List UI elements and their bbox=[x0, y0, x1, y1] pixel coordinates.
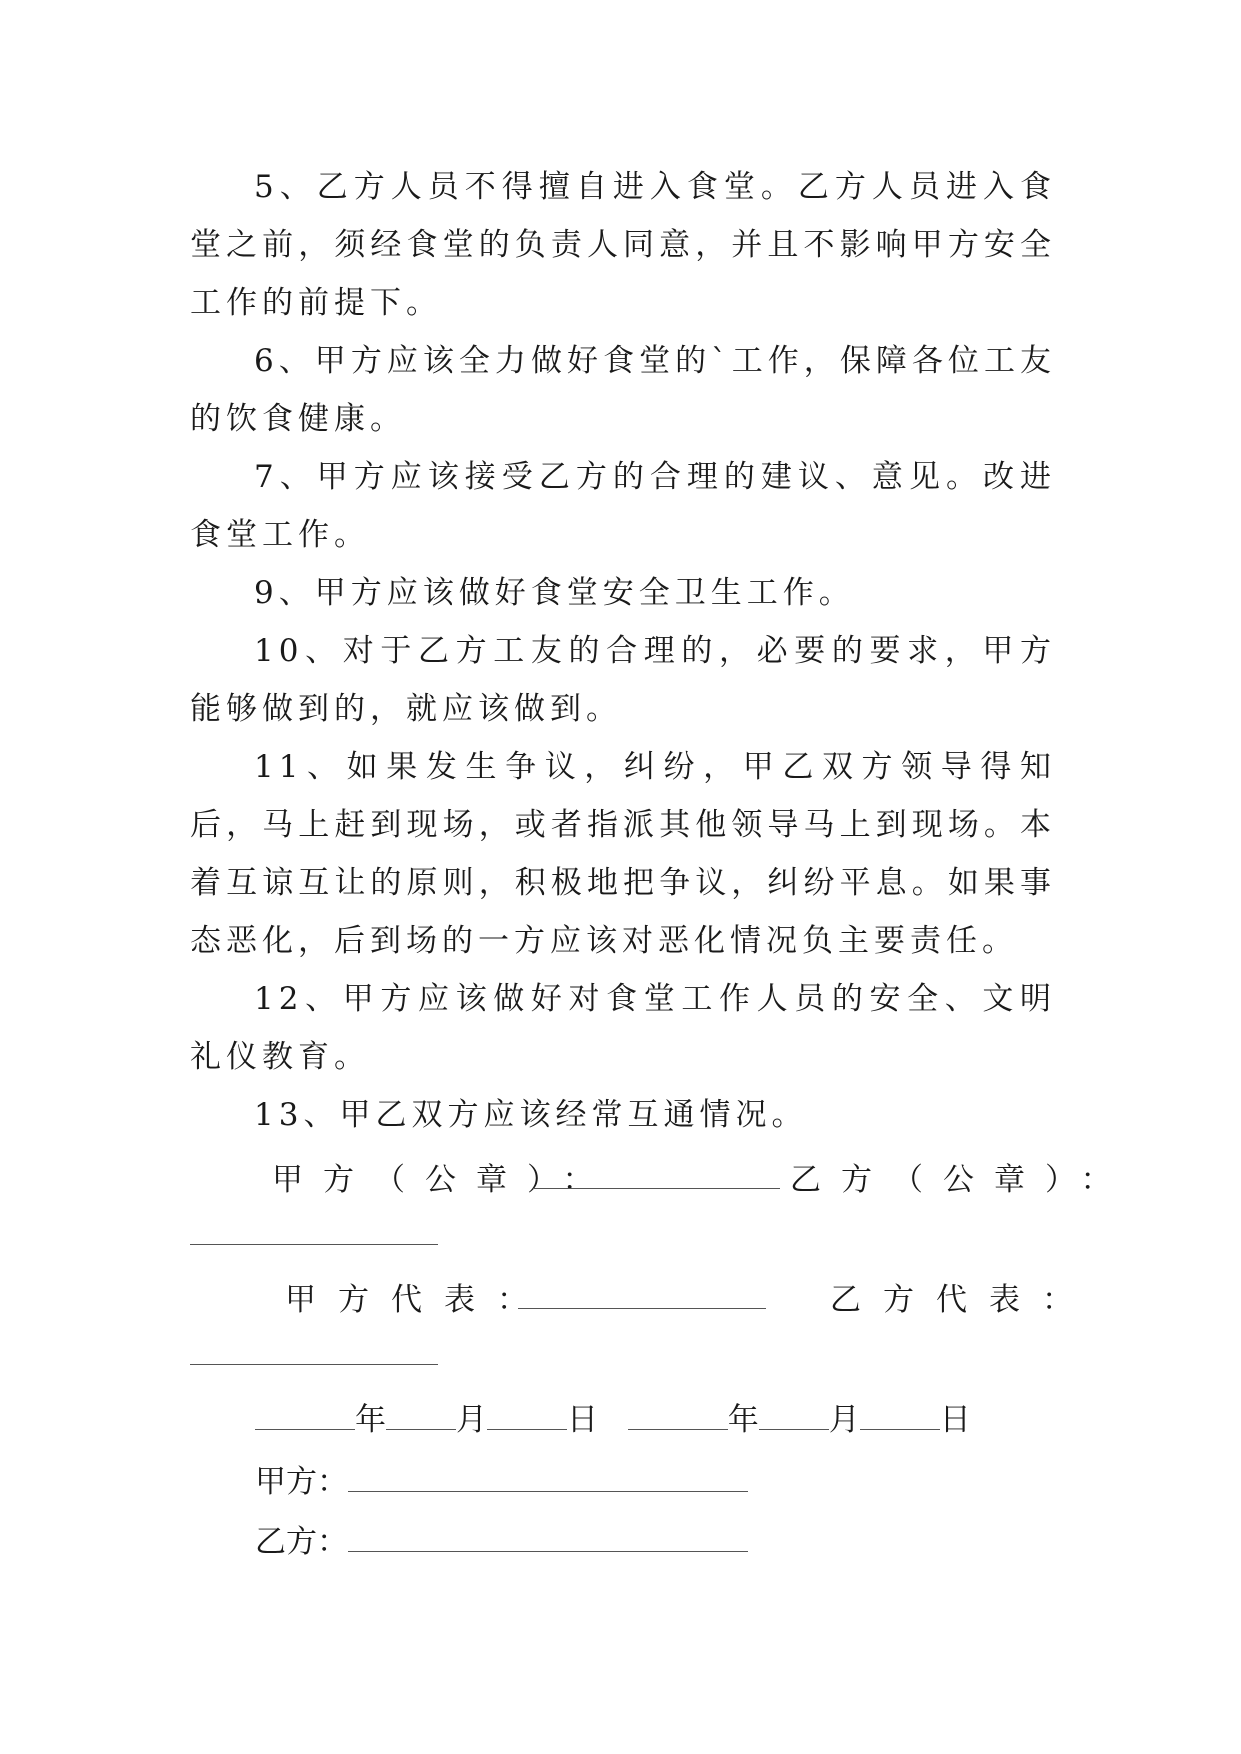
clause-7: 7、甲方应该接受乙方的合理的建议、意见。改进食堂工作。 bbox=[190, 459, 1056, 553]
clause-11: 11、如果发生争议，纠纷，甲乙双方领导得知后，马上赶到现场，或者指派其他领导马上到现场。本着互谅互让的原则，积极地把争议，纠纷平息。如果事态恶化，后到场的一方应该对恶化情况负主要责任。 bbox=[190, 749, 1056, 959]
party-a-seal-row bbox=[272, 1160, 614, 1200]
clause-5: 5、乙方人员不得擅自进入食堂。乙方人员进入食堂之前，须经食堂的负责人同意，并且不影响甲方安全工作的前提下。 bbox=[190, 169, 1056, 321]
clause-9: 9、甲方应该做好食堂安全卫生工作。 bbox=[254, 575, 855, 611]
party-b-label: 乙方： bbox=[255, 1524, 348, 1560]
day-label-b: 日 bbox=[939, 1402, 971, 1438]
month-label-a: 月 bbox=[456, 1402, 487, 1438]
party-b-rep-row bbox=[830, 1280, 1095, 1320]
year-label-a: 年 bbox=[355, 1402, 386, 1438]
year-blank-b bbox=[628, 1403, 728, 1430]
party-a-label: 甲方： bbox=[255, 1464, 348, 1500]
party-a-line-row bbox=[255, 1462, 748, 1502]
party-b-seal-blank bbox=[190, 1244, 438, 1245]
clause-12: 12、甲方应该做好对食堂工作人员的安全、文明礼仪教育。 bbox=[190, 981, 1056, 1075]
party-a-rep-row bbox=[285, 1280, 550, 1320]
party-b-seal-label: 乙方（公章）： bbox=[790, 1162, 1132, 1198]
day-blank-b bbox=[860, 1403, 940, 1430]
party-b-rep-blank bbox=[190, 1364, 438, 1365]
party-b-line-row bbox=[255, 1522, 748, 1562]
day-label-a: 日 bbox=[567, 1402, 598, 1438]
month-label-b: 月 bbox=[828, 1402, 860, 1438]
party-b-rep-label: 乙方代表： bbox=[830, 1282, 1095, 1318]
party-a-rep-label: 甲方代表： bbox=[285, 1282, 550, 1318]
party-b-blank bbox=[348, 1525, 748, 1552]
month-blank-a bbox=[386, 1403, 456, 1430]
party-a-seal-blank bbox=[532, 1188, 780, 1189]
clause-10: 10、对于乙方工友的合理的，必要的要求，甲方能够做到的，就应该做到。 bbox=[190, 633, 1056, 727]
month-blank-b bbox=[759, 1403, 829, 1430]
clause-6: 6、甲方应该全力做好食堂的`工作，保障各位工友的饮食健康。 bbox=[190, 343, 1056, 437]
date-row bbox=[255, 1400, 971, 1440]
clause-13: 13、甲乙双方应该经常互通情况。 bbox=[254, 1097, 808, 1133]
year-blank-a bbox=[255, 1403, 355, 1430]
party-a-rep-blank bbox=[518, 1308, 766, 1309]
contract-body bbox=[190, 158, 1056, 1144]
party-a-blank bbox=[348, 1465, 748, 1492]
day-blank-a bbox=[487, 1403, 567, 1430]
party-a-seal-label: 甲方（公章）： bbox=[272, 1162, 614, 1198]
party-b-seal-row bbox=[790, 1160, 1132, 1200]
year-label-b: 年 bbox=[727, 1402, 759, 1438]
